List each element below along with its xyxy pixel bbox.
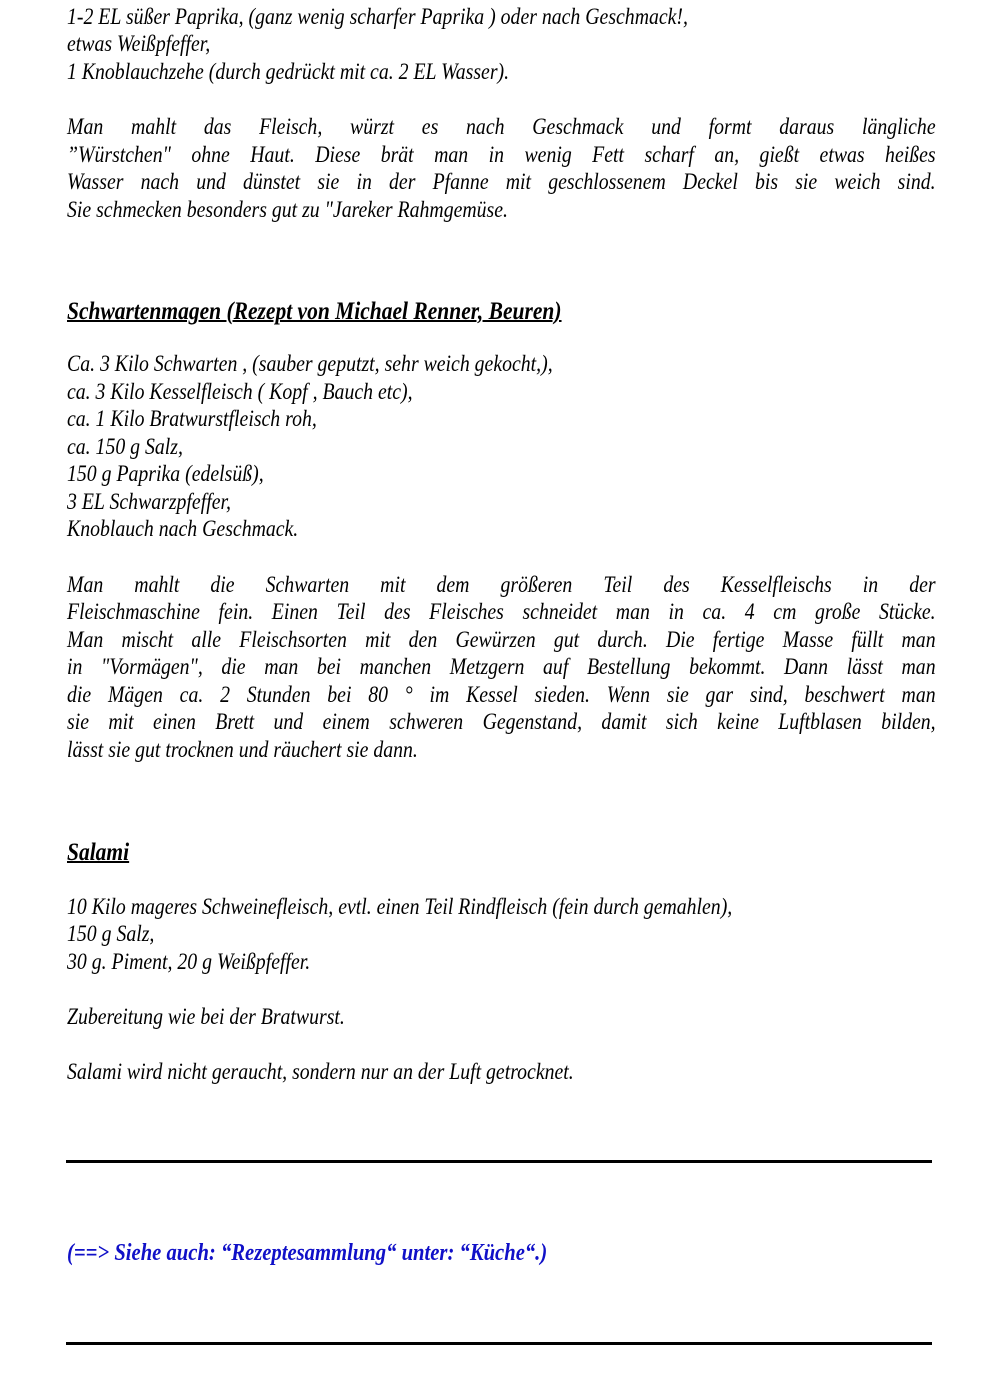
ingredient-line: 1 Knoblauchzehe (durch gedrückt mit ca. 2 EL Wasser). (67, 59, 510, 84)
method-line: Man mischt alle Fleischsorten mit den Gewürzen gut durch. Die fertige Masse füllt man (67, 627, 936, 652)
divider (66, 1160, 932, 1163)
ingredient-line: Ca. 3 Kilo Schwarten , (sauber geputzt, sehr weich gekocht,), (67, 351, 553, 376)
ingredient-line: 150 g Salz, (67, 921, 155, 946)
salami-drying-note: Salami wird nicht geraucht, sondern nur an der Luft getrocknet. (67, 1059, 574, 1084)
ingredient-line: 1-2 EL süßer Paprika, (ganz wenig scharfer Paprika ) oder nach Geschmack!, (67, 4, 688, 29)
ingredient-line: Knoblauch nach Geschmack. (67, 516, 299, 541)
method-line: Man mahlt die Schwarten mit dem größeren Teil des Kesselfleischs in der (67, 572, 936, 597)
method-line: Fleischmaschine fein. Einen Teil des Fleisches schneidet man in ca. 4 cm große Stücke. (67, 599, 936, 624)
ingredient-line: ca. 1 Kilo Bratwurstfleisch roh, (67, 406, 317, 431)
ingredient-line: 30 g. Piment, 20 g Weißpfeffer. (67, 949, 311, 974)
method-line: die Mägen ca. 2 Stunden bei 80 ° im Kessel sieden. Wenn sie gar sind, beschwert man (67, 682, 936, 707)
ingredient-line: 3 EL Schwarzpfeffer, (67, 489, 231, 514)
schwartenmagen-heading: Schwartenmagen (Rezept von Michael Renner, Beuren) (67, 298, 562, 325)
salami-preparation-note: Zubereitung wie bei der Bratwurst. (67, 1004, 345, 1029)
method-line: sie mit einen Brett und einem schweren Gegenstand, damit sich keine Luftblasen bilden, (67, 709, 936, 734)
see-also-link[interactable]: (==> Siehe auch: “Rezeptesammlung“ unter: “Küche“.) (67, 1240, 548, 1266)
ingredient-line: ca. 150 g Salz, (67, 434, 183, 459)
ingredient-line: ca. 3 Kilo Kesselfleisch ( Kopf , Bauch etc), (67, 379, 413, 404)
method-line: Sie schmecken besonders gut zu "Jareker Rahmgemüse. (67, 197, 508, 222)
ingredient-line: etwas Weißpfeffer, (67, 31, 211, 56)
salami-heading: Salami (67, 839, 130, 866)
divider (66, 1342, 932, 1345)
method-line: in "Vormägen", die man bei manchen Metzgern auf Bestellung bekommt. Dann lässt man (67, 654, 936, 679)
method-line: ”Würstchen" ohne Haut. Diese brät man in wenig Fett scharf an, gießt etwas heißes (67, 142, 936, 167)
ingredient-line: 10 Kilo mageres Schweinefleisch, evtl. einen Teil Rindfleisch (fein durch gemahlen), (67, 894, 733, 919)
method-line: lässt sie gut trocknen und räuchert sie dann. (67, 737, 418, 762)
method-line: Man mahlt das Fleisch, würzt es nach Geschmack und formt daraus längliche (67, 114, 936, 139)
ingredient-line: 150 g Paprika (edelsüß), (67, 461, 264, 486)
method-line: Wasser nach und dünstet sie in der Pfanne mit geschlossenem Deckel bis sie weich sind. (67, 169, 936, 194)
